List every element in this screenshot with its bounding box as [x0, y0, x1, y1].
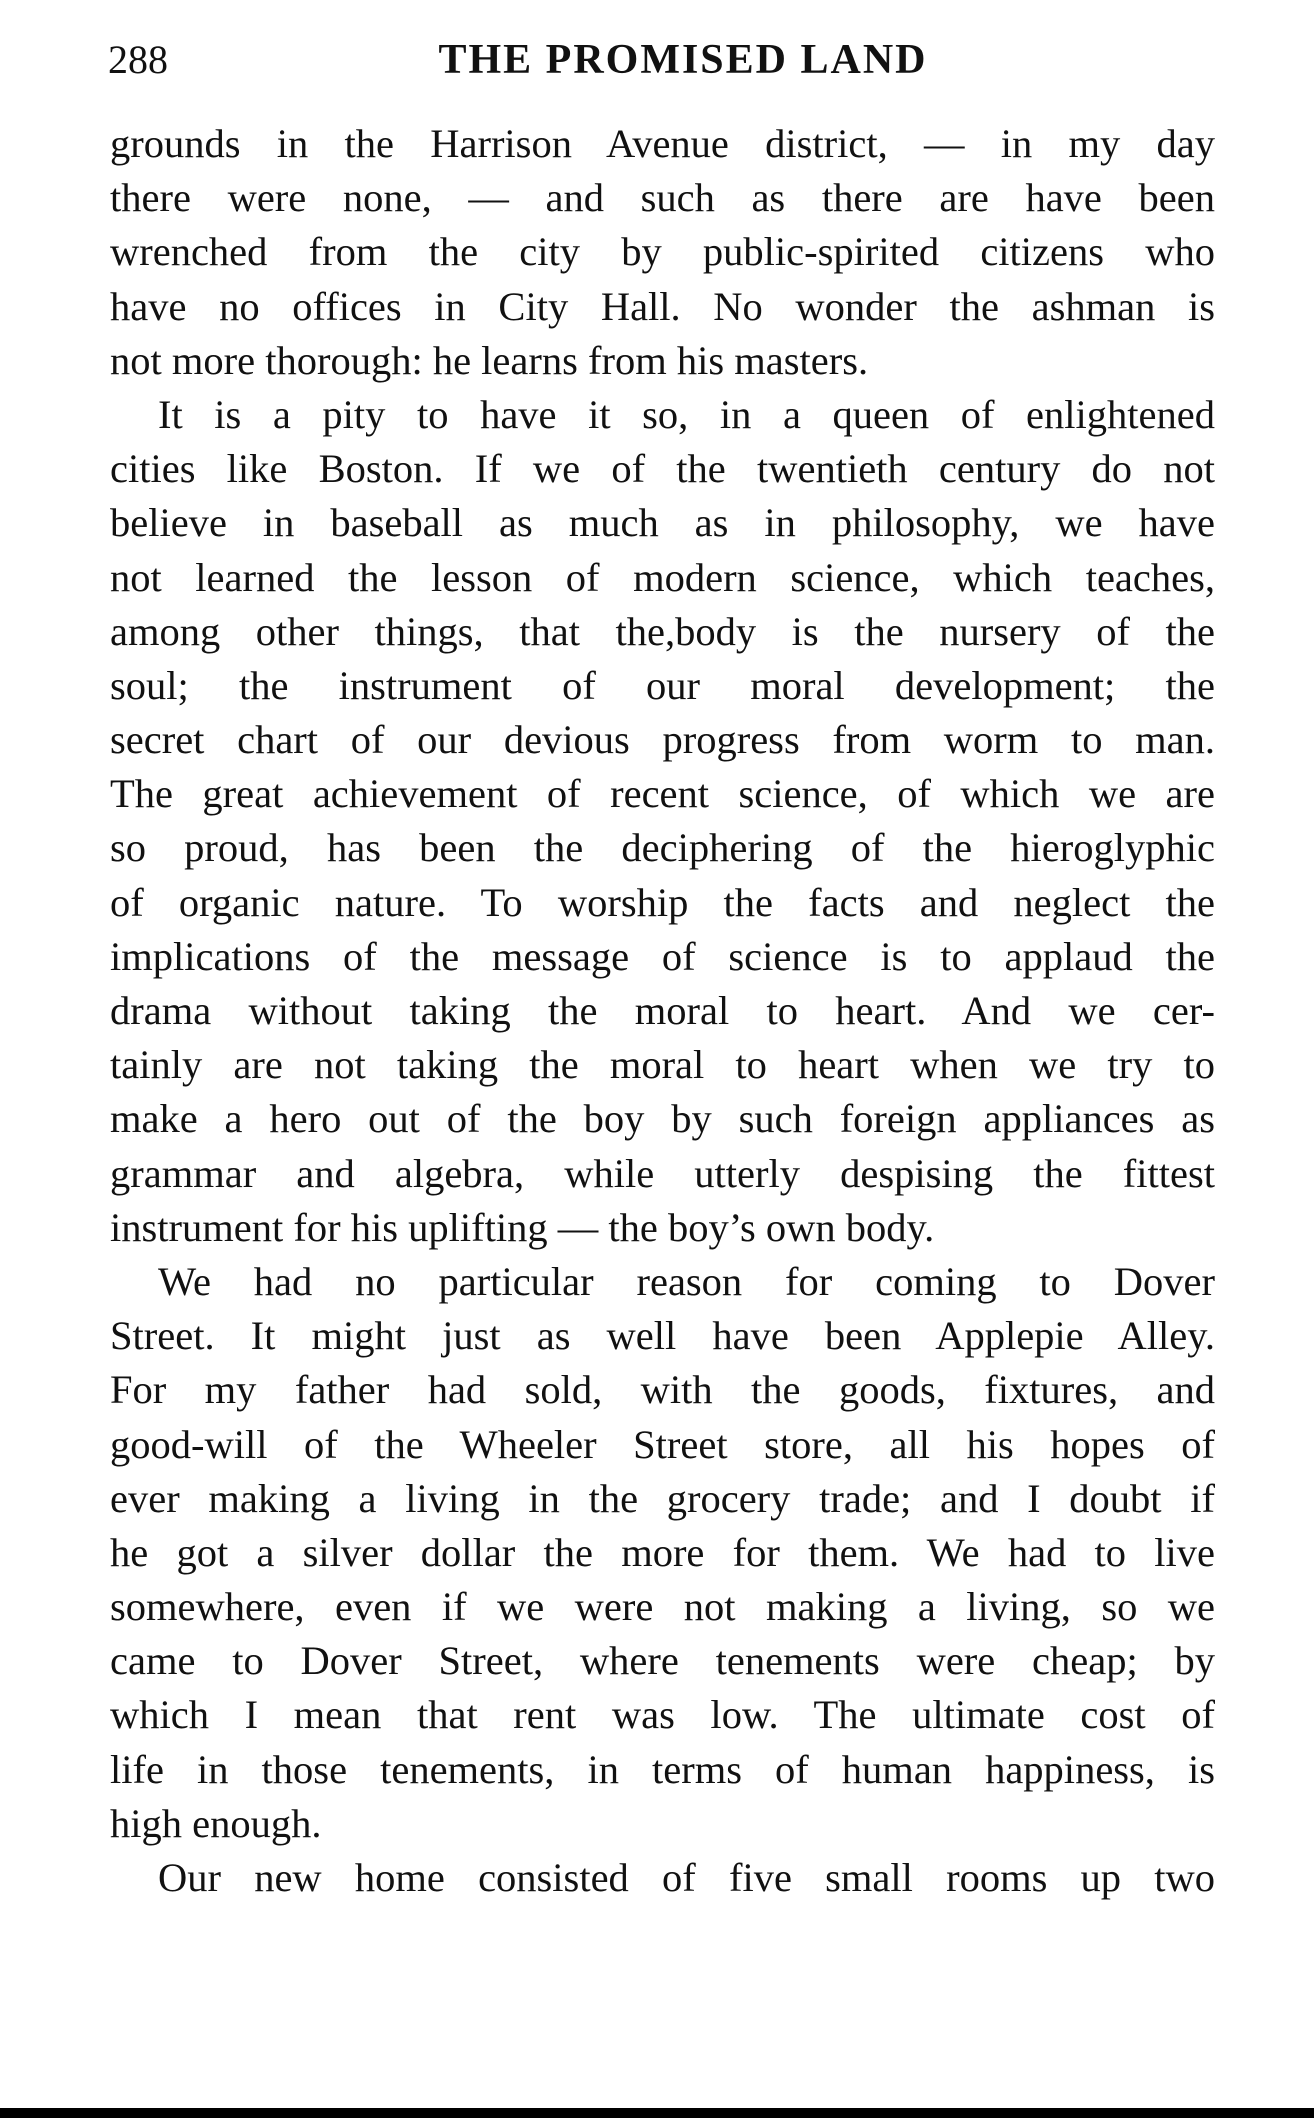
text-line: drama without taking the moral to heart. And we cer- — [110, 988, 1215, 1033]
text-line: not more thorough: he learns from his masters. — [110, 337, 869, 383]
text-line: We had no particular reason for coming to Dover — [158, 1258, 1215, 1304]
text-line: ever making a living in the grocery trade; and I doubt if — [110, 1475, 1215, 1521]
text-line: grounds in the Harrison Avenue district, — in my day — [110, 121, 1215, 166]
text-line: which I mean that rent was low. The ultimate cost of — [110, 1692, 1215, 1738]
text-line: have no offices in City Hall. No wonder the ashman is — [110, 283, 1215, 329]
text-line: tainly are not taking the moral to heart when we try to — [110, 1042, 1215, 1088]
text-line: so proud, has been the deciphering of the hieroglyphic — [110, 825, 1215, 871]
text-line: make a hero out of the boy by such foreign appliances as — [110, 1096, 1215, 1142]
text-line: life in those tenements, in terms of human happiness, is — [110, 1746, 1215, 1792]
paragraph — [110, 117, 1215, 388]
text-line: Our new home consisted of five small rooms up two — [158, 1855, 1215, 1900]
text-line: instrument for his uplifting — the boy’s own body. — [110, 1204, 935, 1250]
paragraph — [110, 388, 1215, 1255]
text-line: high enough. — [110, 1800, 322, 1846]
paragraph — [110, 1851, 1215, 1905]
text-line: believe in baseball as much as in philosophy, we have — [110, 500, 1215, 546]
text-line: of organic nature. To worship the facts and neglect the — [110, 879, 1215, 925]
page-number: 288 — [108, 37, 168, 82]
text-line: somewhere, even if we were not making a living, so we — [110, 1584, 1215, 1630]
text-line: good-will of the Wheeler Street store, all his hopes of — [110, 1421, 1215, 1467]
text-line: he got a silver dollar the more for them. We had to live — [110, 1529, 1215, 1575]
text-line: cities like Boston. If we of the twentieth century do not — [110, 446, 1215, 492]
text-line: not learned the lesson of modern science, which teaches, — [110, 554, 1215, 600]
text-line: For my father had sold, with the goods, fixtures, and — [110, 1367, 1215, 1413]
text-line: wrenched from the city by public-spirited citizens who — [110, 229, 1215, 275]
text-line: Street. It might just as well have been Applepie Alley. — [110, 1313, 1215, 1359]
text-line: It is a pity to have it so, in a queen of enlightened — [158, 391, 1215, 437]
text-line: there were none, — and such as there are have been — [110, 175, 1215, 221]
paragraph — [110, 1255, 1215, 1851]
text-line: grammar and algebra, while utterly despising the fittest — [110, 1150, 1215, 1196]
text-line: soul; the instrument of our moral development; the — [110, 662, 1215, 708]
text-line: The great achievement of recent science, of which we are — [110, 771, 1215, 817]
text-line: came to Dover Street, where tenements were cheap; by — [110, 1638, 1215, 1684]
text-line: implications of the message of science is to applaud the — [110, 933, 1215, 979]
text-line: among other things, that the,body is the nursery of the — [110, 608, 1215, 654]
bottom-scan-edge — [0, 2108, 1314, 2118]
running-title: THE PROMISED LAND — [438, 37, 928, 83]
body-text — [110, 117, 1215, 1905]
running-head — [108, 30, 1218, 90]
text-line: secret chart of our devious progress from worm to man. — [110, 717, 1215, 763]
